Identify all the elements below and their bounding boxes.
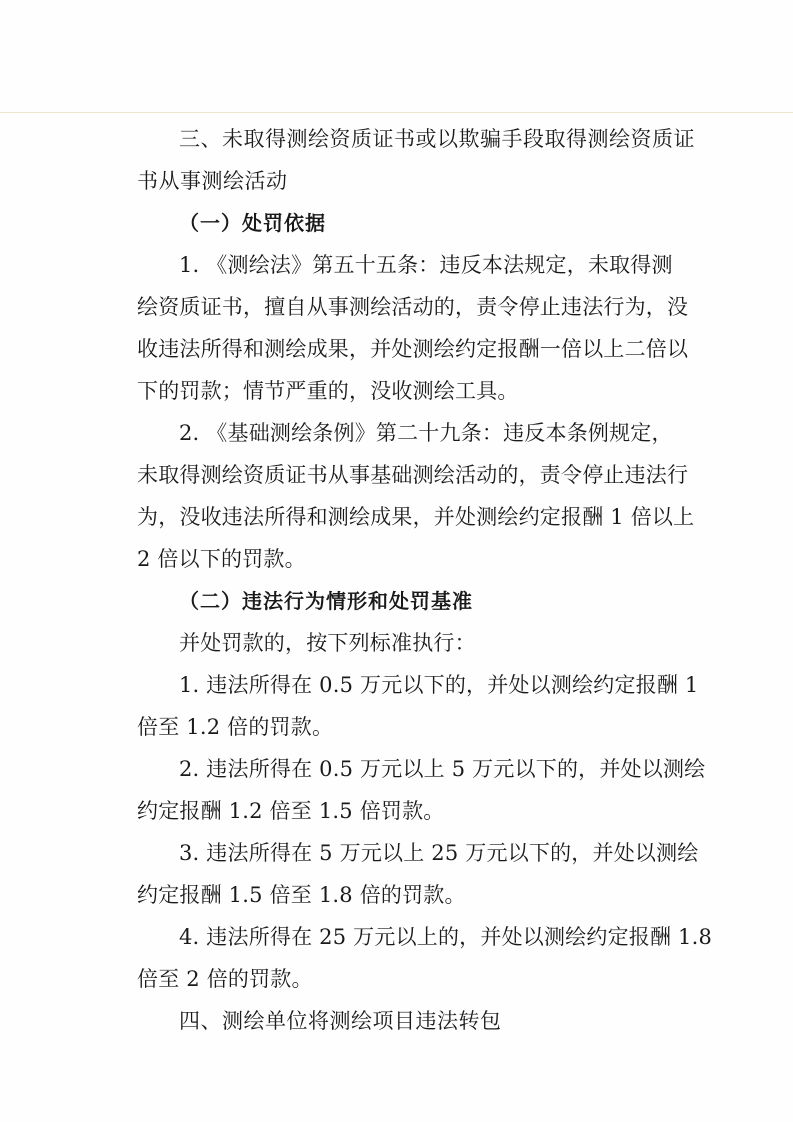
paragraph-line: 3. 违法所得在 5 万元以上 25 万元以下的，并处以测绘 bbox=[179, 841, 699, 865]
criteria-heading: （二）违法行为情形和处罚基准 bbox=[179, 589, 473, 613]
document-body bbox=[137, 118, 713, 1042]
paragraph-line: 1. 《测绘法》第五十五条：违反本法规定，未取得测 bbox=[179, 253, 673, 277]
section-3-title-line-2: 书从事测绘活动 bbox=[137, 169, 288, 193]
criteria-item-3 bbox=[137, 832, 699, 916]
paragraph-line: 4. 违法所得在 25 万元以上的，并处以测绘约定报酬 1.8 bbox=[179, 925, 713, 949]
criteria-item-1 bbox=[137, 664, 699, 748]
paragraph-line: 1. 违法所得在 0.5 万元以下的，并处以测绘约定报酬 1 bbox=[179, 673, 699, 697]
paragraph-line: 下的罚款；情节严重的，没收测绘工具。 bbox=[137, 379, 519, 403]
basis-heading: （一）处罚依据 bbox=[179, 211, 326, 235]
paragraph-line: 约定报酬 1.2 倍至 1.5 倍罚款。 bbox=[137, 799, 445, 823]
criteria-intro: 并处罚款的，按下列标准执行： bbox=[179, 631, 476, 655]
paragraph-line: 绘资质证书，擅自从事测绘活动的，责令停止违法行为，没 bbox=[137, 295, 689, 319]
basis-item-1 bbox=[137, 244, 689, 412]
top-rule bbox=[0, 112, 793, 113]
basis-item-2 bbox=[137, 412, 695, 580]
criteria-item-2 bbox=[137, 748, 706, 832]
paragraph-line: 倍至 1.2 倍的罚款。 bbox=[137, 715, 334, 739]
paragraph-line: 收违法所得和测绘成果，并处测绘约定报酬一倍以上二倍以 bbox=[137, 337, 689, 361]
paragraph-line: 2 倍以下的罚款。 bbox=[137, 547, 306, 571]
section-3-title-line-1: 三、未取得测绘资质证书或以欺骗手段取得测绘资质证 bbox=[179, 127, 695, 151]
section-4-title: 四、测绘单位将测绘项目违法转包 bbox=[179, 1009, 502, 1033]
paragraph-line: 为，没收违法所得和测绘成果，并处测绘约定报酬 1 倍以上 bbox=[137, 505, 695, 529]
paragraph-line: 倍至 2 倍的罚款。 bbox=[137, 967, 313, 991]
paragraph-line: 约定报酬 1.5 倍至 1.8 倍的罚款。 bbox=[137, 883, 466, 907]
paragraph-line: 未取得测绘资质证书从事基础测绘活动的，责令停止违法行 bbox=[137, 463, 689, 487]
criteria-item-4 bbox=[137, 916, 713, 1000]
paragraph-line: 2. 《基础测绘条例》第二十九条：违反本条例规定， bbox=[179, 421, 673, 445]
paragraph-line: 2. 违法所得在 0.5 万元以上 5 万元以下的，并处以测绘 bbox=[179, 757, 706, 781]
